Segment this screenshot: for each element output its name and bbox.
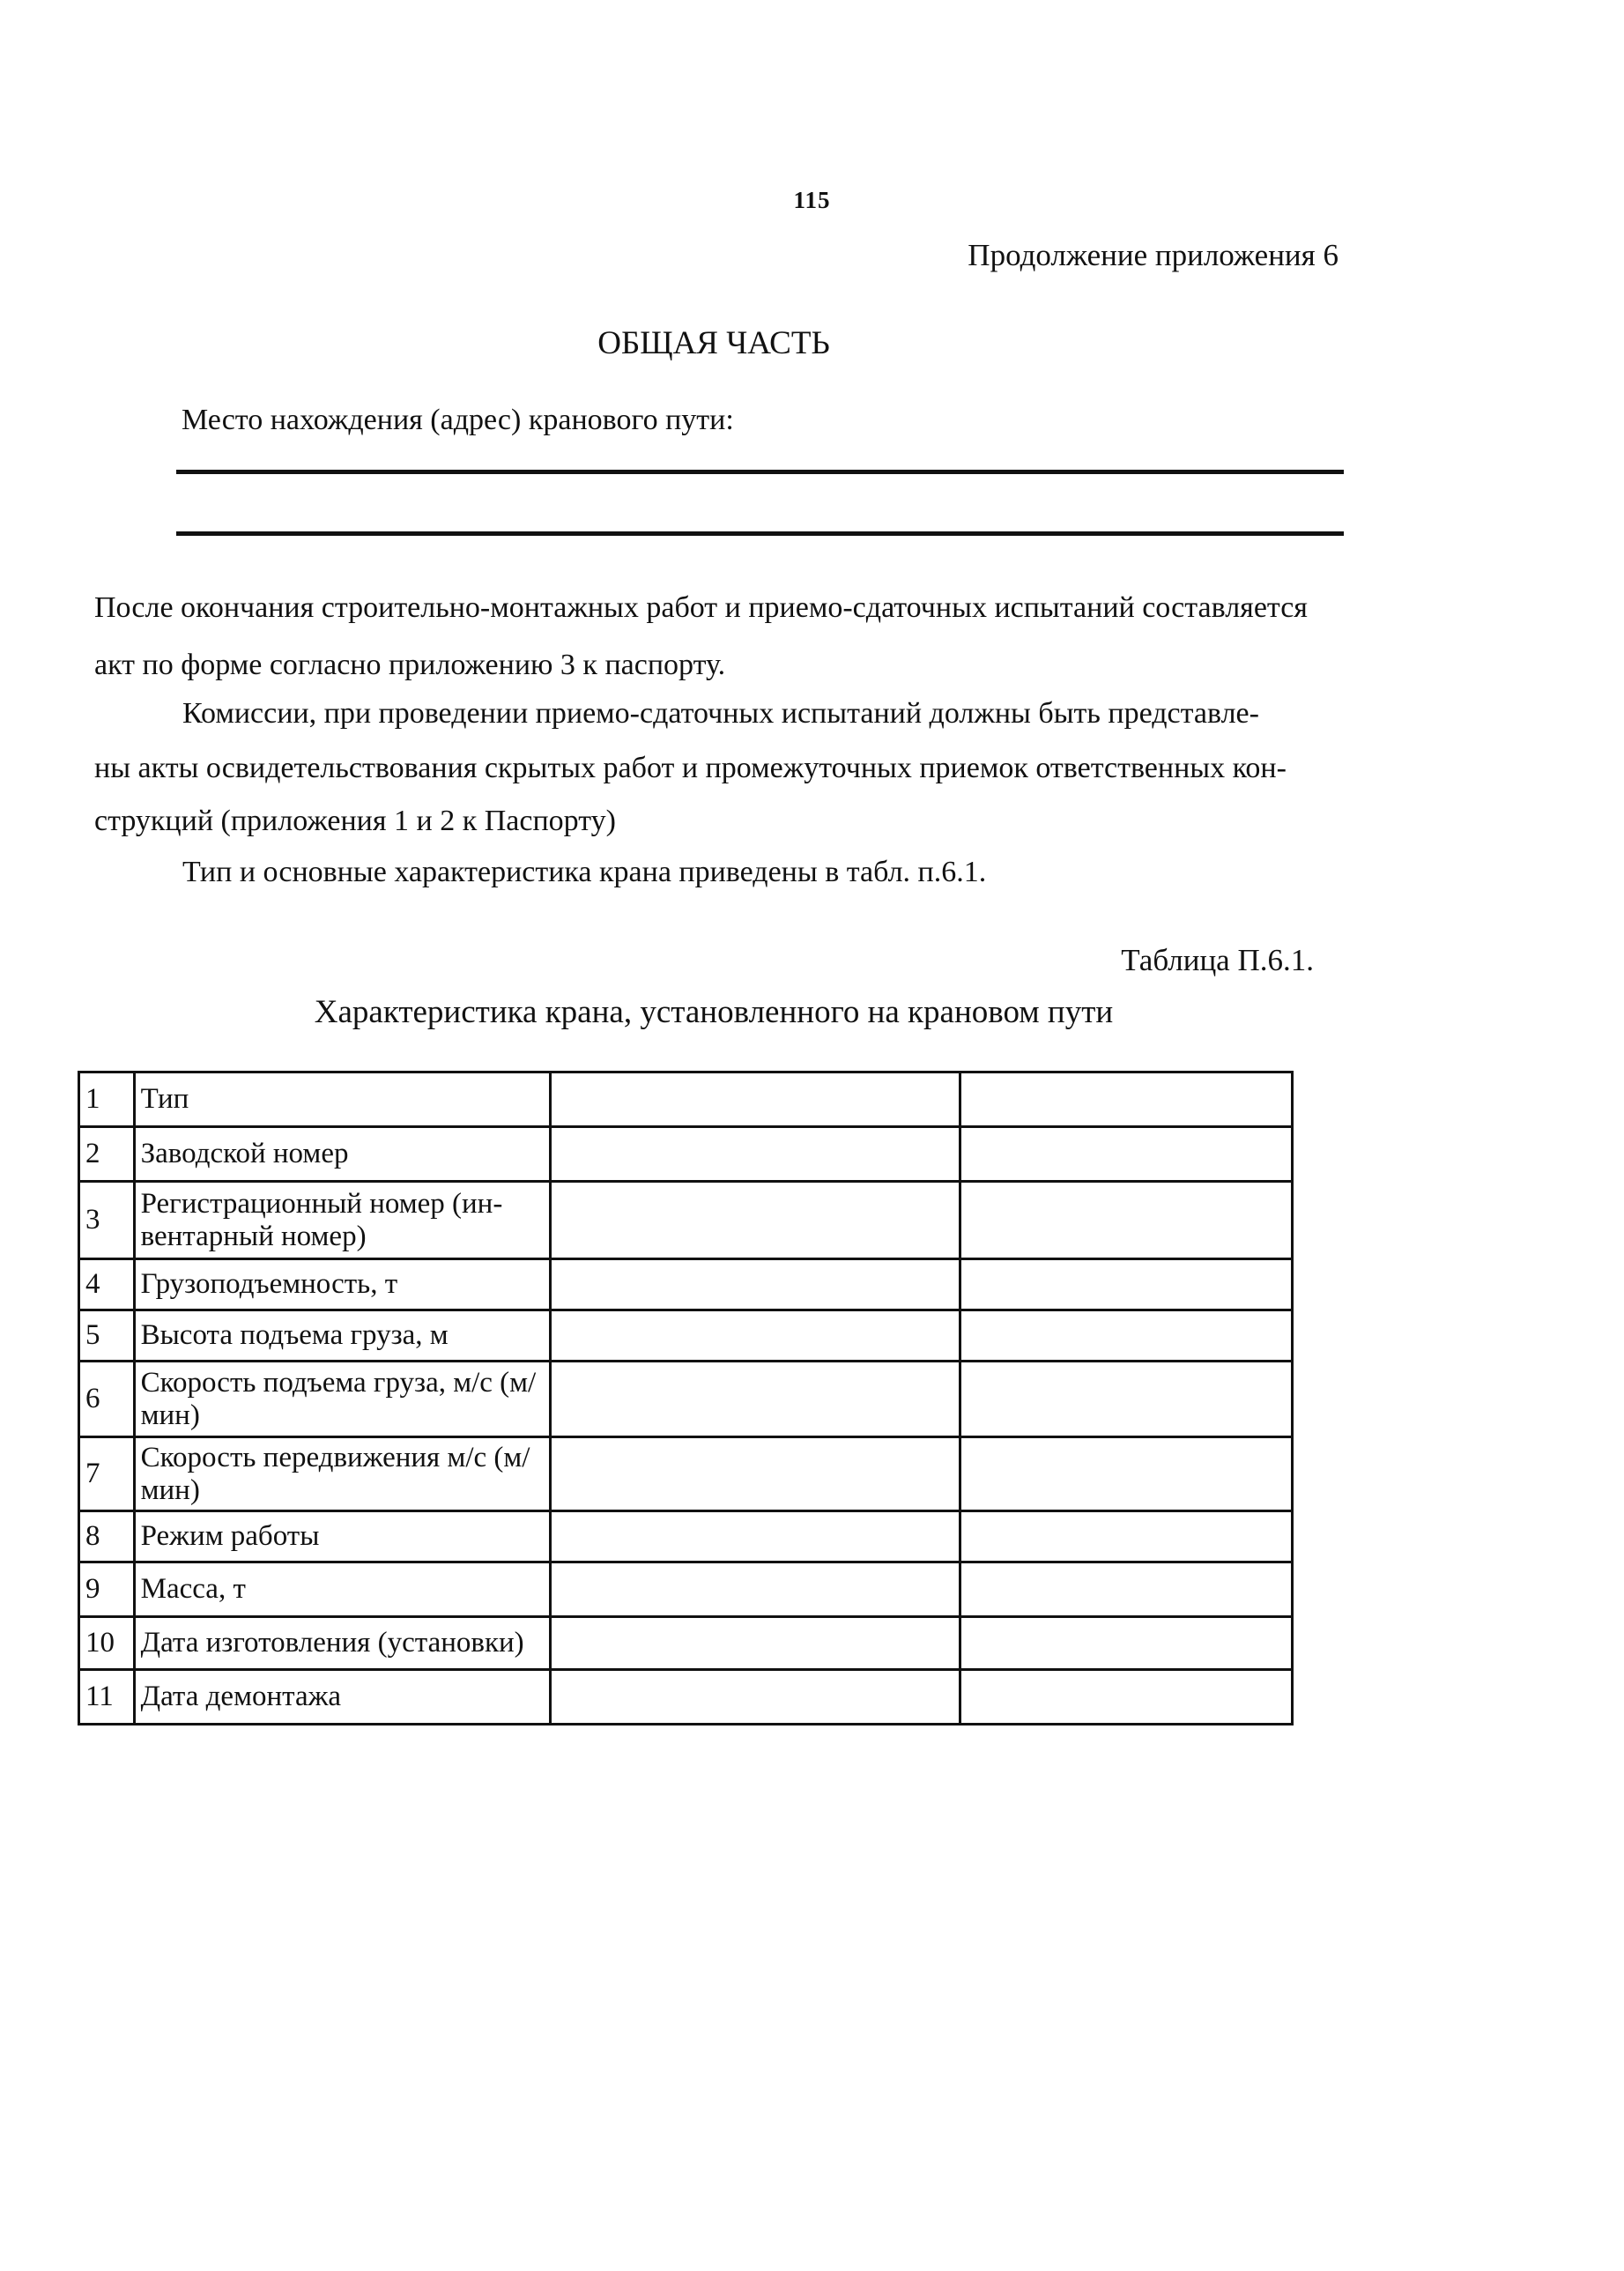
- value-cell: [960, 1362, 1292, 1437]
- value-cell: [550, 1562, 960, 1617]
- paragraph-acceptance-line-1: После окончания строительно-монтажных работ и приемо-сдаточных испытаний составляется: [94, 591, 1308, 624]
- value-cell: [550, 1362, 960, 1437]
- value-cell: [960, 1670, 1292, 1725]
- value-cell: [960, 1562, 1292, 1617]
- parameter-name: Скорость передвижения м/с (м/мин): [134, 1437, 550, 1511]
- table-row: [79, 1617, 1293, 1670]
- row-number: 10: [79, 1617, 135, 1670]
- appendix-continuation: Продолжение приложения 6: [968, 238, 1339, 272]
- row-number: 5: [79, 1310, 135, 1362]
- value-cell: [550, 1072, 960, 1127]
- paragraph-acceptance-line-2: акт по форме согласно приложению 3 к паспорту.: [94, 649, 726, 681]
- value-cell: [550, 1182, 960, 1259]
- row-number: 8: [79, 1511, 135, 1562]
- parameter-name: Скорость подъема груза, м/с (м/мин): [134, 1362, 550, 1437]
- paragraph-commission-line-1: Комиссии, при проведении приемо-сдаточных испытаний должны быть представле-: [182, 697, 1259, 730]
- value-cell: [550, 1617, 960, 1670]
- table-row: [79, 1182, 1293, 1259]
- table-row: [79, 1670, 1293, 1725]
- row-number: 4: [79, 1259, 135, 1310]
- row-number: 6: [79, 1362, 135, 1437]
- table-row: [79, 1362, 1293, 1437]
- table-row: [79, 1511, 1293, 1562]
- value-cell: [960, 1310, 1292, 1362]
- row-number: 9: [79, 1562, 135, 1617]
- value-cell: [550, 1670, 960, 1725]
- table-label: Таблица П.6.1.: [1121, 943, 1314, 977]
- page-number: 115: [793, 187, 831, 213]
- value-cell: [960, 1072, 1292, 1127]
- parameter-name: Грузоподъемность, т: [134, 1259, 550, 1310]
- paragraph-commission-line-2: ны акты освидетельствования скрытых работ и промежуточных приемок ответственных кон-: [94, 752, 1287, 784]
- row-number: 1: [79, 1072, 135, 1127]
- value-cell: [960, 1437, 1292, 1511]
- address-line-1: [176, 470, 1344, 474]
- parameter-name: Высота подъема груза, м: [134, 1310, 550, 1362]
- paragraph-commission-line-3: струкций (приложения 1 и 2 к Паспорту): [94, 805, 616, 837]
- parameter-name: Масса, т: [134, 1562, 550, 1617]
- row-number: 3: [79, 1182, 135, 1259]
- value-cell: [960, 1259, 1292, 1310]
- table-row: [79, 1259, 1293, 1310]
- value-cell: [960, 1511, 1292, 1562]
- table-title: Характеристика крана, установленного на крановом пути: [314, 994, 1114, 1030]
- table-row: [79, 1437, 1293, 1511]
- value-cell: [960, 1617, 1292, 1670]
- row-number: 2: [79, 1127, 135, 1182]
- parameter-name: Регистрационный номер (ин-вентарный номер): [134, 1182, 550, 1259]
- value-cell: [550, 1127, 960, 1182]
- value-cell: [550, 1511, 960, 1562]
- row-number: 7: [79, 1437, 135, 1511]
- parameter-name: Дата изготовления (установки): [134, 1617, 550, 1670]
- address-label: Место нахождения (адрес) кранового пути:: [182, 404, 734, 436]
- value-cell: [550, 1437, 960, 1511]
- row-number: 11: [79, 1670, 135, 1725]
- section-title: ОБЩАЯ ЧАСТЬ: [597, 325, 830, 361]
- parameter-name: Дата демонтажа: [134, 1670, 550, 1725]
- parameter-name: Тип: [134, 1072, 550, 1127]
- value-cell: [960, 1127, 1292, 1182]
- table-row: [79, 1562, 1293, 1617]
- value-cell: [550, 1259, 960, 1310]
- table-row: [79, 1310, 1293, 1362]
- address-line-2: [176, 531, 1344, 536]
- paragraph-crane-type: Тип и основные характеристика крана приведены в табл. п.6.1.: [182, 856, 987, 888]
- table-row: [79, 1072, 1293, 1127]
- table-row: [79, 1127, 1293, 1182]
- value-cell: [550, 1310, 960, 1362]
- value-cell: [960, 1182, 1292, 1259]
- parameter-name: Заводской номер: [134, 1127, 550, 1182]
- parameter-name: Режим работы: [134, 1511, 550, 1562]
- crane-characteristics-table: [78, 1071, 1294, 1726]
